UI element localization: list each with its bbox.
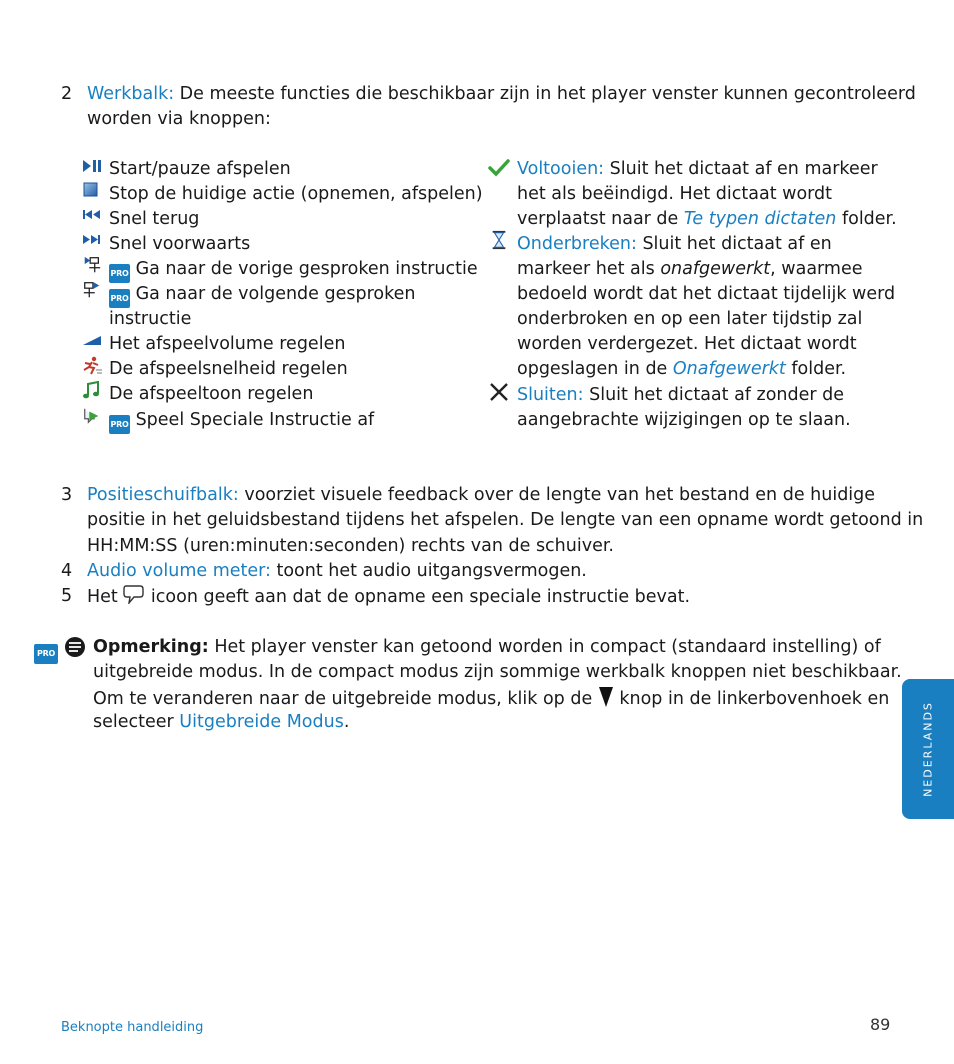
toolbar-item-label: De afspeeltoon regelen — [109, 384, 314, 404]
language-tab-label: NEDERLANDS — [921, 701, 935, 797]
note-icon — [64, 636, 86, 658]
toolbar-item-row — [109, 282, 415, 308]
close-line2: aangebrachte wijzigingen op te slaan. — [517, 410, 851, 430]
finish-text: Sluit het dictaat af en markeer — [604, 159, 878, 179]
toolbar-item-label: Snel voorwaarts — [109, 234, 251, 254]
close-text: Sluit het dictaat af zonder de — [583, 385, 845, 405]
close-line1 — [517, 383, 844, 408]
item3-line3: HH:MM:SS (uren:minuten:seconden) rechts van de schuiver. — [87, 536, 614, 556]
suspend-label: Onderbreken: — [517, 234, 637, 254]
suspend-text: folder. — [785, 359, 847, 379]
close-icon — [488, 382, 510, 402]
item3-line1 — [87, 483, 875, 508]
pro-badge: PRO — [109, 289, 130, 308]
toolbar-item-label: Start/pauze afspelen — [109, 159, 291, 179]
suspend-line1 — [517, 232, 832, 257]
toolbar-item-label: Stop de huidige actie (opnemen, afspelen) — [109, 184, 483, 204]
hourglass-icon — [488, 230, 510, 250]
item-number: 2 — [61, 84, 73, 104]
finish-text: folder. — [836, 209, 897, 229]
suspend-text: markeer het als — [517, 259, 661, 279]
item5-text: icoon geeft aan dat de opname een speciale instructie bevat. — [145, 587, 691, 607]
checkmark-icon — [488, 158, 510, 178]
folder-name: Te typen dictaten — [683, 209, 837, 229]
pro-badge: PRO — [34, 644, 58, 664]
note-text: knop in de linkerbovenhoek en — [613, 689, 890, 709]
item4-line — [87, 559, 587, 584]
note-icons — [34, 636, 86, 664]
rewind-icon — [81, 207, 103, 227]
footer-title: Beknopte handleiding — [61, 1020, 204, 1035]
item3-text: voorziet visuele feedback over de lengte van het bestand en de huidige — [238, 485, 876, 505]
previous-instruction-icon — [81, 255, 103, 275]
page-number: 89 — [870, 1015, 891, 1034]
note-text: . — [343, 712, 350, 732]
toolbar-item-label: Ga naar de volgende gesproken — [135, 284, 416, 304]
note-line4 — [93, 710, 349, 735]
finish-line2: het als beëindigd. Het dictaat wordt — [517, 184, 833, 204]
next-instruction-icon — [81, 280, 103, 300]
stop-icon — [81, 182, 103, 202]
note-label: Opmerking: — [93, 637, 209, 657]
special-instruction-play-icon — [81, 406, 103, 426]
music-note-icon — [81, 381, 103, 401]
suspend-line2 — [517, 257, 863, 282]
item3-line2: positie in het geluidsbestand tijdens het afspelen. De lengte van een opname wordt getoond in — [87, 510, 924, 530]
speech-bubble-icon — [123, 584, 145, 604]
suspend-text: Sluit het dictaat af en — [636, 234, 832, 254]
item-number: 3 — [61, 485, 73, 505]
item2-label: Werkbalk: — [87, 84, 175, 104]
toolbar-item-label: instructie — [109, 309, 192, 329]
dropdown-arrow-icon — [598, 685, 614, 709]
suspend-text: , waarmee — [770, 259, 863, 279]
pro-badge: PRO — [109, 415, 130, 434]
folder-name: Onafgewerkt — [672, 359, 786, 379]
suspend-text: opgeslagen in de — [517, 359, 673, 379]
note-text: selecteer — [93, 712, 180, 732]
toolbar-item-row — [109, 408, 374, 434]
note-line2: uitgebreide modus. In de compact modus zijn sommige werkbalk knoppen niet beschikbaar. — [93, 662, 902, 682]
play-pause-icon — [81, 157, 103, 177]
toolbar-item-label: De afspeelsnelheid regelen — [109, 359, 348, 379]
toolbar-item-label: Snel terug — [109, 209, 200, 229]
finish-line1 — [517, 157, 878, 182]
toolbar-item-label: Speel Speciale Instructie af — [135, 410, 375, 430]
volume-icon — [81, 333, 103, 353]
fast-forward-icon — [81, 232, 103, 252]
suspend-line5: worden verdergezet. Het dictaat wordt — [517, 334, 857, 354]
item5-text: Het — [87, 587, 124, 607]
item5-line — [87, 584, 690, 610]
close-label: Sluiten: — [517, 385, 584, 405]
item2-line2: worden via knoppen: — [87, 109, 271, 129]
item2-line1 — [87, 82, 916, 107]
pro-badge: PRO — [109, 264, 130, 283]
speed-icon — [81, 356, 103, 376]
item2-text1: De meeste functies die beschikbaar zijn in het player venster kunnen gecontroleerd — [174, 84, 916, 104]
finish-line3 — [517, 207, 897, 232]
item4-text: toont het audio uitgangsvermogen. — [270, 561, 587, 581]
extended-mode-link: Uitgebreide Modus — [179, 712, 344, 732]
suspend-line3: bedoeld wordt dat het dictaat tijdelijk werd — [517, 284, 896, 304]
note-line3 — [93, 685, 889, 712]
note-text: Het player venster kan getoond worden in compact (standaard instelling) of — [208, 637, 881, 657]
item3-label: Positieschuifbalk: — [87, 485, 239, 505]
suspend-line6 — [517, 357, 846, 382]
note-line1 — [93, 635, 881, 660]
item-number: 4 — [61, 561, 73, 581]
note-text: Om te veranderen naar de uitgebreide modus, klik op de — [93, 689, 598, 709]
suspend-line4: onderbroken en op een later tijdstip zal — [517, 309, 863, 329]
toolbar-item-label: Het afspeelvolume regelen — [109, 334, 346, 354]
language-tab — [902, 679, 954, 819]
finish-text: verplaatst naar de — [517, 209, 684, 229]
item-number: 5 — [61, 586, 73, 606]
toolbar-item-row — [109, 257, 478, 283]
item4-label: Audio volume meter: — [87, 561, 271, 581]
suspend-status: onafgewerkt — [660, 259, 771, 279]
finish-label: Voltooien: — [517, 159, 605, 179]
toolbar-item-label: Ga naar de vorige gesproken instructie — [135, 259, 478, 279]
